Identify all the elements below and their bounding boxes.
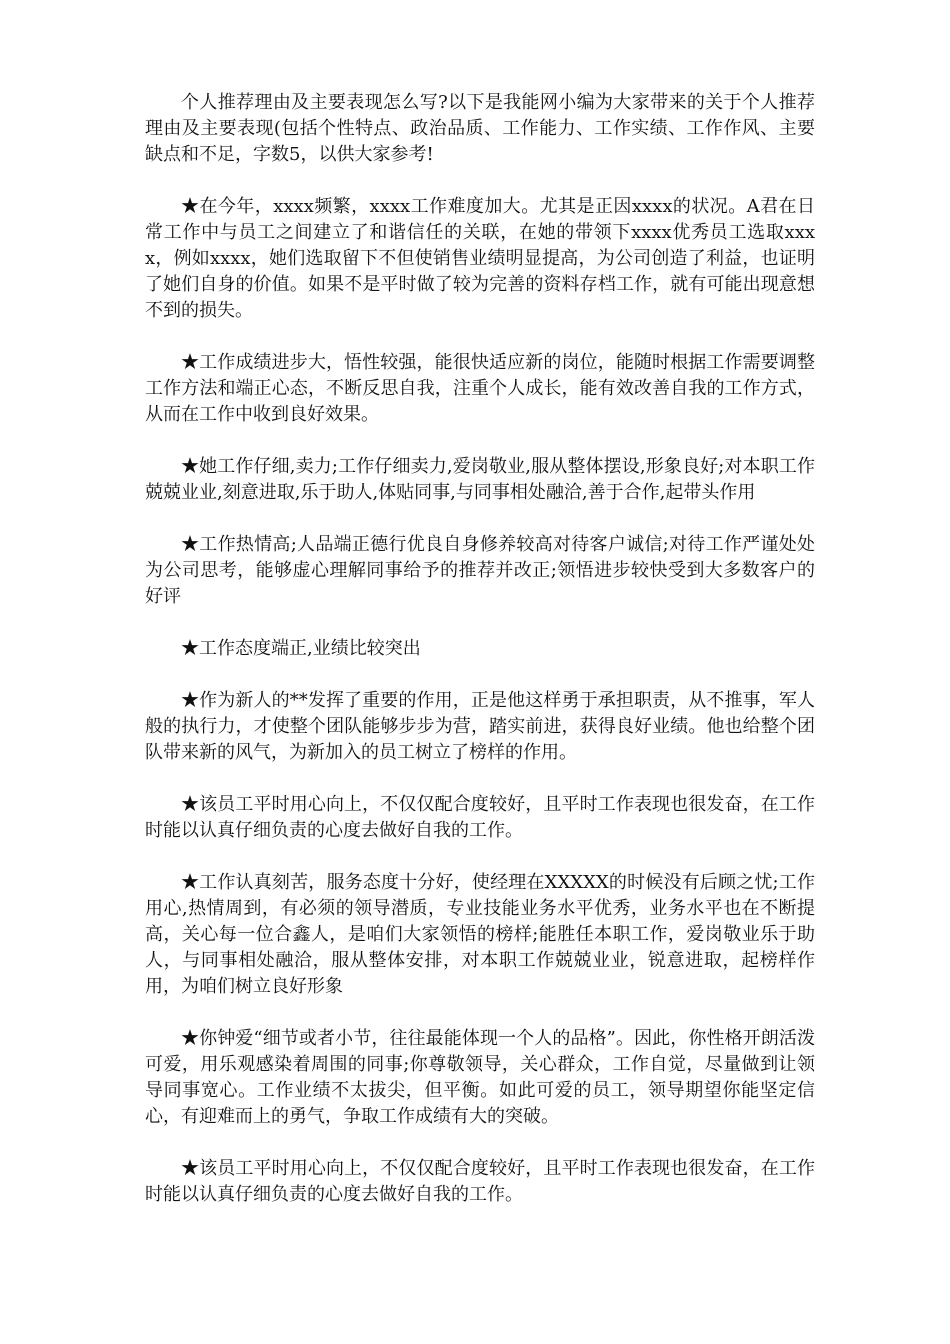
recommendation-paragraph: ★在今年，xxxx频繁，xxxx工作难度加大。尤其是正因xxxx的状况。A君在日常工作中与员工之间建立了和谐信任的关联，在她的带领下xxxx优秀员工选取xxxx，例如xxxx，她们选取留下不但使销售业绩明显提高，为公司创造了利益，也证明了她们自身的价值。如果不是平时做了较为完善的资料存档工作，就有可能出现意想不到的损失。 [145, 196, 815, 321]
recommendation-paragraph: ★该员工平时用心向上，不仅仅配合度较好，且平时工作表现也很发奋，在工作时能以认真仔细负责的心度去做好自我的工作。 [145, 1158, 815, 1205]
recommendation-paragraph: ★工作成绩进步大，悟性较强，能很快适应新的岗位，能随时根据工作需要调整工作方法和端正心态，不断反思自我，注重个人成长，能有效改善自我的工作方式，从而在工作中收到良好效果。 [145, 352, 815, 425]
recommendation-paragraph: ★作为新人的**发挥了重要的作用，正是他这样勇于承担职责，从不推事，军人般的执行力，才使整个团队能够步步为营，踏实前进，获得良好业绩。他也给整个团队带来新的风气，为新加入的员工树立了榜样的作用。 [145, 690, 815, 763]
recommendation-paragraph: ★工作态度端正,业绩比较突出 [181, 638, 421, 659]
recommendation-paragraph: ★你钟爱“细节或者小节，往往最能体现一个人的品格”。因此，你性格开朗活泼可爱，用乐观感染着周围的同事;你尊敬领导，关心群众，工作自觉，尽量做到让领导同事宽心。工作业绩不太拔尖，但平衡。如此可爱的员工，领导期望你能坚定信心，有迎难而上的勇气，争取工作成绩有大的突破。 [145, 1028, 815, 1127]
intro-paragraph: 个人推荐理由及主要表现怎么写?以下是我能网小编为大家带来的关于个人推荐理由及主要表现(包括个性特点、政治品质、工作能力、工作实绩、工作作风、主要缺点和不足，字数5，以供大家参考! [145, 92, 815, 165]
recommendation-paragraph: ★她工作仔细,卖力;工作仔细卖力,爱岗敬业,服从整体摆设,形象良好;对本职工作兢兢业业,刻意进取,乐于助人,体贴同事,与同事相处融洽,善于合作,起带头作用 [145, 456, 815, 503]
recommendation-paragraph: ★该员工平时用心向上，不仅仅配合度较好，且平时工作表现也很发奋，在工作时能以认真仔细负责的心度去做好自我的工作。 [145, 794, 815, 841]
recommendation-paragraph: ★工作热情高;人品端正德行优良自身修养较高对待客户诚信;对待工作严谨处处为公司思考，能够虚心理解同事给予的推荐并改正;领悟进步较快受到大多数客户的好评 [145, 534, 815, 607]
document-body [145, 90, 815, 1234]
recommendation-paragraph: ★工作认真刻苦，服务态度十分好，使经理在XXXXX的时候没有后顾之忧;工作用心,热情周到，有必须的领导潜质，专业技能业务水平优秀，业务水平也在不断提高，关心每一位合鑫人，是咱们大家领悟的榜样;能胜任本职工作，爱岗敬业乐于助人，与同事相处融洽，服从整体安排，对本职工作兢兢业业，锐意进取，起榜样作用，为咱们树立良好形象 [145, 872, 815, 997]
